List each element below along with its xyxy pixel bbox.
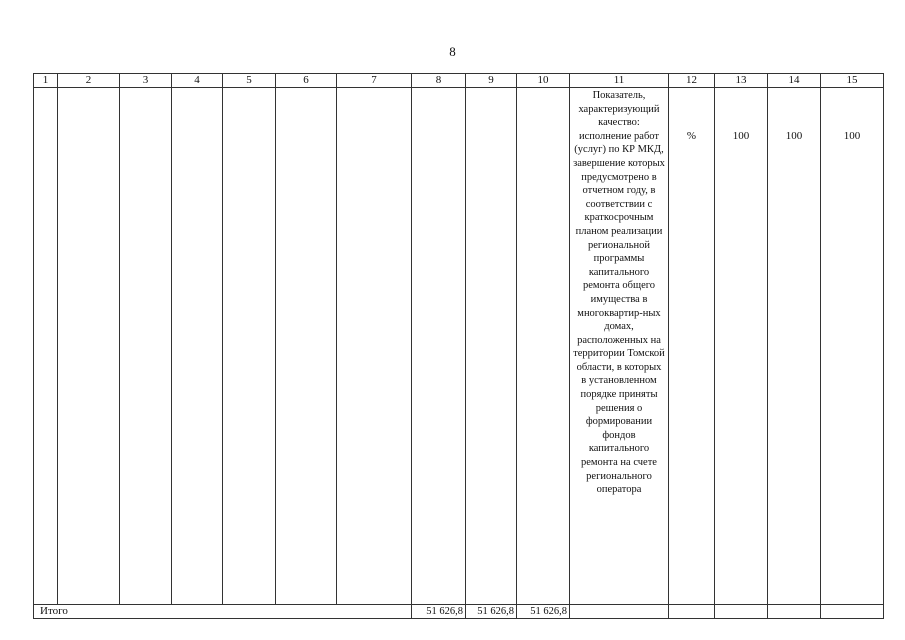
cell-empty: [120, 88, 172, 605]
cell-empty: [276, 88, 337, 605]
cell-empty: [337, 88, 412, 605]
header-cell-4: 4: [172, 74, 223, 88]
header-cell-6: 6: [276, 74, 337, 88]
total-row: [34, 605, 884, 619]
cell-empty: [570, 605, 669, 619]
header-cell-8: 8: [412, 74, 466, 88]
cell-empty: [58, 88, 120, 605]
header-cell-5: 5: [223, 74, 276, 88]
header-cell-10: 10: [517, 74, 570, 88]
data-table: [33, 73, 884, 619]
header-cell-3: 3: [120, 74, 172, 88]
cell-empty: [466, 88, 517, 605]
header-cell-13: 13: [715, 74, 768, 88]
cell-empty: [517, 88, 570, 605]
cell-empty: [715, 605, 768, 619]
header-cell-1: 1: [34, 74, 58, 88]
header-cell-11: 11: [570, 74, 669, 88]
cell-empty: [412, 88, 466, 605]
cell-empty: [172, 88, 223, 605]
cell-empty: [669, 605, 715, 619]
value-cell-15: 100: [821, 88, 884, 605]
cell-empty: [34, 88, 58, 605]
header-cell-2: 2: [58, 74, 120, 88]
total-label: Итого: [34, 605, 412, 619]
page-number: 8: [449, 44, 456, 59]
header-cell-15: 15: [821, 74, 884, 88]
header-cell-7: 7: [337, 74, 412, 88]
header-cell-9: 9: [466, 74, 517, 88]
header-row: [34, 74, 884, 88]
total-cell-8: 51 626,8: [412, 605, 466, 619]
cell-empty: [768, 605, 821, 619]
value-cell-13: 100: [715, 88, 768, 605]
header-cell-14: 14: [768, 74, 821, 88]
indicator-description: Показатель, характеризующий качество: исполнение работ (услуг) по КР МКД, завершение которых предусмотрено в отчетном году, в соответствии с краткосрочным планом реализации региональной программы капитального ремонта общего имущества в многоквартир-ных домах, расположенных на территории Томской области, в которых в установленном порядке приняты решения о формировании фондов капитального ремонта на счете регионального оператора: [570, 88, 669, 605]
cell-empty: [223, 88, 276, 605]
total-cell-9: 51 626,8: [466, 605, 517, 619]
unit-cell: %: [669, 88, 715, 605]
total-cell-10: 51 626,8: [517, 605, 570, 619]
header-cell-12: 12: [669, 74, 715, 88]
value-cell-14: 100: [768, 88, 821, 605]
table-row: [34, 88, 884, 605]
cell-empty: [821, 605, 884, 619]
